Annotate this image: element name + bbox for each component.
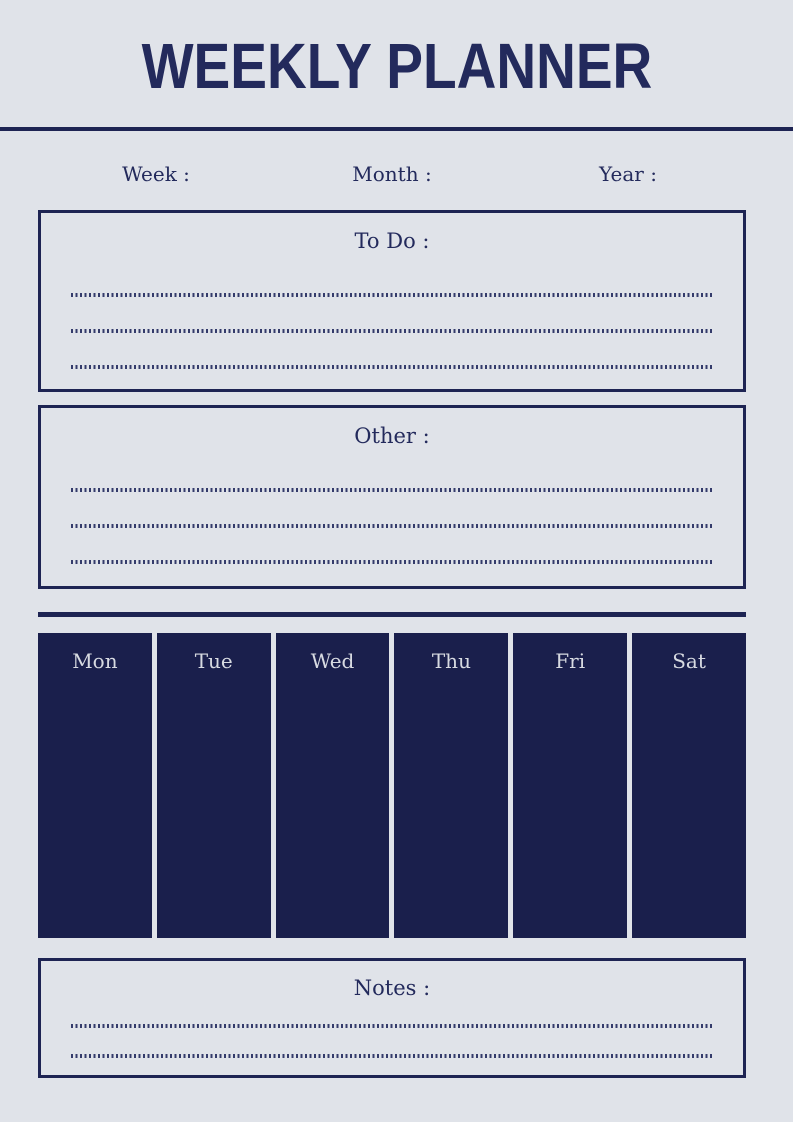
day-label: Mon (72, 649, 118, 673)
month-field-label: Month : (352, 162, 432, 186)
week-field-label: Week : (122, 162, 190, 186)
write-line (71, 365, 713, 369)
days-row (38, 633, 746, 938)
notes-section-title: Notes : (353, 976, 431, 1000)
day-column-thu (394, 633, 508, 938)
fields-row (38, 159, 746, 189)
day-column-tue (157, 633, 271, 938)
write-line (71, 329, 713, 333)
todo-section-title: To Do : (354, 229, 430, 253)
day-label: Tue (194, 649, 233, 673)
notes-write-lines (41, 1024, 743, 1058)
page-title (0, 30, 793, 102)
other-section (38, 405, 746, 589)
notes-section (38, 958, 746, 1078)
year-field-label: Year : (599, 162, 657, 186)
write-line (71, 488, 713, 492)
other-section-title: Other : (354, 424, 430, 448)
write-line (71, 524, 713, 528)
todo-write-lines (41, 293, 743, 369)
day-column-mon (38, 633, 152, 938)
write-line (71, 293, 713, 297)
day-label: Sat (672, 649, 706, 673)
day-column-sat (632, 633, 746, 938)
write-line (71, 1054, 713, 1058)
day-column-fri (513, 633, 627, 938)
write-line (71, 560, 713, 564)
day-label: Thu (431, 649, 471, 673)
day-label: Wed (310, 649, 355, 673)
header-rule (0, 127, 793, 131)
day-column-wed (276, 633, 390, 938)
section-divider-rule (38, 612, 746, 617)
day-label: Fri (555, 649, 586, 673)
todo-section (38, 210, 746, 392)
page-title-text: WEEKLY PLANNER (141, 30, 652, 102)
other-write-lines (41, 488, 743, 564)
write-line (71, 1024, 713, 1028)
